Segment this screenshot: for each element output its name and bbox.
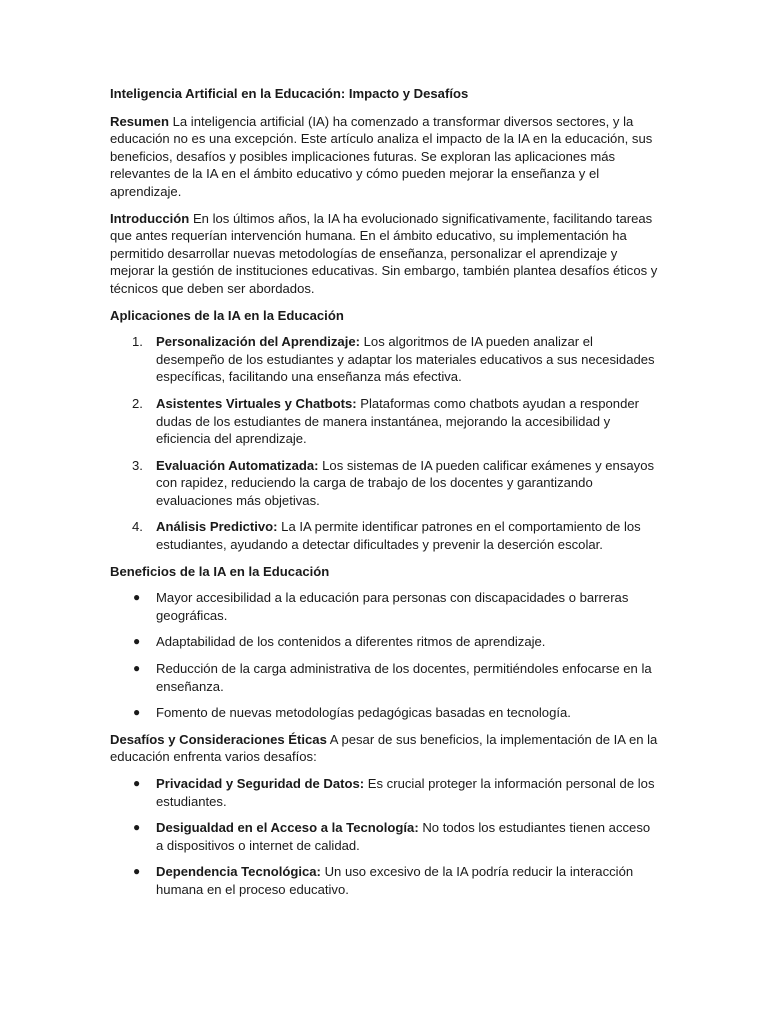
list-item: [110, 863, 658, 898]
list-item: [110, 457, 658, 510]
list-number: 2.: [132, 395, 143, 411]
item-title: Dependencia Tecnológica:: [156, 864, 321, 880]
bullet-icon: ●: [133, 864, 141, 879]
introduccion-text: En los últimos años, la IA ha evolucionado significativamente, facilitando tareas que antes requerían intervención humana. En el ámbito educativo, su implementación ha permitido desarrollar nuevas metodologías de enseñanza, personalizar el aprendizaje y mejorar la gestión de instituciones educativas. Sin embargo, también plantea desafíos éticos y técnicos que deben ser abordados.: [110, 210, 658, 296]
list-item: [110, 518, 658, 553]
bullet-icon: ●: [133, 705, 141, 720]
item-title: Análisis Predictivo:: [156, 519, 278, 535]
bullet-icon: ●: [133, 634, 141, 649]
aplicaciones-heading: Aplicaciones de la IA en la Educación: [110, 307, 344, 323]
list-item: [110, 775, 658, 810]
item-text: La IA permite identificar patrones en el comportamiento de los estudiantes, ayudando a detectar dificultades y prevenir la deserción escolar.: [156, 519, 641, 553]
list-number: 1.: [132, 334, 143, 350]
document-title: Inteligencia Artificial en la Educación: Impacto y Desafíos: [110, 86, 469, 101]
resumen-paragraph: [110, 113, 658, 201]
item-title: Asistentes Virtuales y Chatbots:: [156, 395, 357, 411]
bullet-icon: ●: [133, 661, 141, 676]
item-title: Evaluación Automatizada:: [156, 457, 319, 473]
bullet-icon: ●: [133, 590, 141, 605]
desafios-list: [110, 775, 658, 899]
desafios-paragraph: [110, 731, 658, 766]
list-item: [110, 819, 658, 854]
list-item: [110, 395, 658, 448]
list-item: [110, 660, 658, 695]
item-text: Mayor accesibilidad a la educación para personas con discapacidades o barreras geográficas.: [156, 590, 629, 623]
bullet-icon: ●: [133, 776, 141, 790]
item-text: Un uso excesivo de la IA podría reducir la interacción humana en el proceso educativo.: [156, 864, 634, 897]
desafios-text: A pesar de sus beneficios, la implementación de IA en la educación enfrenta varios desafíos:: [110, 731, 658, 765]
list-item: [110, 589, 658, 624]
list-item: [110, 333, 658, 386]
item-text: Fomento de nuevas metodologías pedagógicas basadas en tecnología.: [156, 705, 571, 721]
resumen-text: La inteligencia artificial (IA) ha comenzado a transformar diversos sectores, y la educación no es una excepción. Este artículo analiza el impacto de la IA en la educación, sus beneficios, desafíos y posibles implicaciones futuras. Se exploran las aplicaciones más relevantes de la IA en el ámbito educativo y cómo pueden mejorar la enseñanza y el aprendizaje.: [110, 113, 653, 199]
item-text: Plataformas como chatbots ayudan a responder dudas de los estudiantes de manera instantánea, mejorando la accesibilidad y eficiencia del aprendizaje.: [156, 395, 640, 447]
item-title: Desigualdad en el Acceso a la Tecnología:: [156, 820, 419, 836]
list-number: 4.: [132, 519, 143, 535]
beneficios-heading: Beneficios de la IA en la Educación: [110, 563, 330, 579]
desafios-label: Desafíos y Consideraciones Éticas: [110, 731, 327, 747]
list-item: [110, 704, 658, 722]
list-number: 3.: [132, 457, 143, 473]
item-text: Los algoritmos de IA pueden analizar el desempeño de los estudiantes y adaptar los materiales educativos a sus necesidades específicas, facilitando una enseñanza más efectiva.: [156, 334, 655, 385]
beneficios-list: [110, 589, 658, 722]
item-text: No todos los estudiantes tienen acceso a dispositivos o internet de calidad.: [156, 820, 651, 853]
item-title: Privacidad y Seguridad de Datos:: [156, 776, 365, 791]
aplicaciones-list: [110, 333, 658, 554]
item-text: Reducción de la carga administrativa de los docentes, permitiéndoles enfocarse en la enseñanza.: [156, 661, 652, 694]
item-title: Personalización del Aprendizaje:: [156, 334, 360, 350]
item-text: Los sistemas de IA pueden calificar exámenes y ensayos con rapidez, reduciendo la carga de trabajo de los docentes y garantizando evaluaciones más objetivas.: [156, 457, 655, 508]
bullet-icon: ●: [133, 820, 141, 835]
introduccion-label: Introducción: [110, 210, 190, 226]
document-body: [110, 85, 658, 908]
item-text: Adaptabilidad de los contenidos a diferentes ritmos de aprendizaje.: [156, 634, 546, 650]
introduccion-paragraph: [110, 210, 658, 298]
resumen-label: Resumen: [110, 113, 169, 129]
list-item: [110, 633, 658, 651]
item-text: Es crucial proteger la información personal de los estudiantes.: [156, 776, 655, 809]
